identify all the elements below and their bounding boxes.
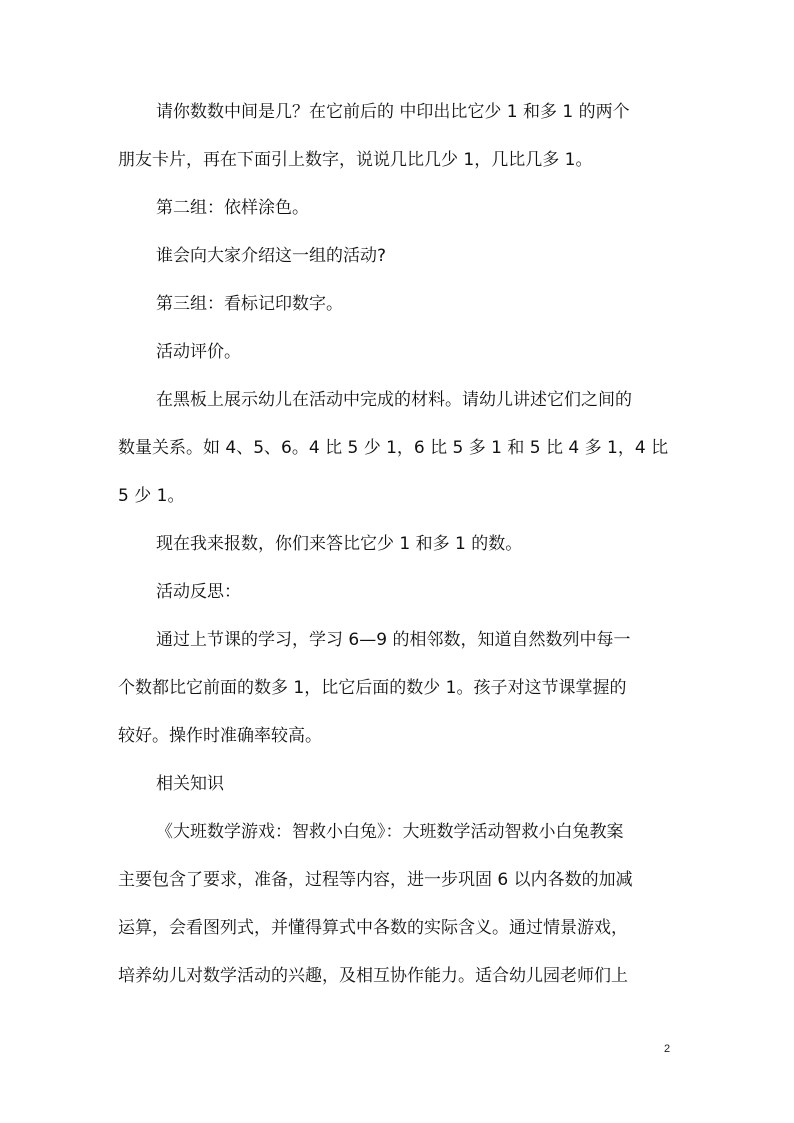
- paragraph: [118, 520, 678, 568]
- paragraph: [118, 88, 678, 184]
- text-line: 主要包含了要求，准备，过程等内容，进一步巩固 6 以内各数的加减: [118, 870, 633, 890]
- text-line: 活动反思：: [156, 582, 241, 602]
- text-line: 请你数数中间是几？在它前后的 中印出比它少 1 和多 1 的两个: [156, 102, 630, 122]
- text-line: 数量关系。如 4、5、6。4 比 5 少 1，6 比 5 多 1 和 5 比 4 多 1，4 比: [118, 438, 669, 458]
- text-line: 培养幼儿对数学活动的兴趣，及相互协作能力。适合幼儿园老师们上: [118, 966, 628, 986]
- page-number: 2: [664, 1043, 671, 1055]
- text-line: 在黑板上展示幼儿在活动中完成的材料。请幼儿讲述它们之间的: [156, 390, 632, 410]
- text-line: 朋友卡片，再在下面引上数字，说说几比几少 1，几比几多 1。: [118, 150, 593, 170]
- text-line: 较好。操作时准确率较高。: [118, 726, 322, 746]
- text-line: 《大班数学游戏：智救小白兔》：大班数学活动智救小白兔教案: [156, 822, 624, 842]
- paragraph: [118, 568, 678, 616]
- text-line: 通过上节课的学习，学习 6—9 的相邻数，知道自然数列中每一: [156, 630, 631, 650]
- text-line: 运算，会看图列式，并懂得算式中各数的实际含义。通过情景游戏，: [118, 918, 628, 938]
- paragraph: [118, 280, 678, 328]
- paragraph: [118, 376, 678, 520]
- paragraph: [118, 184, 678, 232]
- text-line: 相关知识: [156, 774, 224, 794]
- document-body: [118, 88, 678, 1000]
- text-line: 第三组：看标记印数字。: [156, 294, 343, 314]
- text-line: 第二组：依样涂色。: [156, 198, 309, 218]
- paragraph: [118, 232, 678, 280]
- text-line: 谁会向大家介绍这一组的活动?: [156, 246, 387, 266]
- paragraph: [118, 808, 678, 1000]
- text-line: 活动评价。: [156, 342, 241, 362]
- text-line: 5 少 1。: [118, 486, 185, 506]
- text-line: 现在我来报数，你们来答比它少 1 和多 1 的数。: [156, 534, 523, 554]
- paragraph: [118, 616, 678, 760]
- text-line: 个数都比它前面的数多 1，比它后面的数少 1。孩子对这节课掌握的: [118, 678, 627, 698]
- paragraph: [118, 328, 678, 376]
- paragraph: [118, 760, 678, 808]
